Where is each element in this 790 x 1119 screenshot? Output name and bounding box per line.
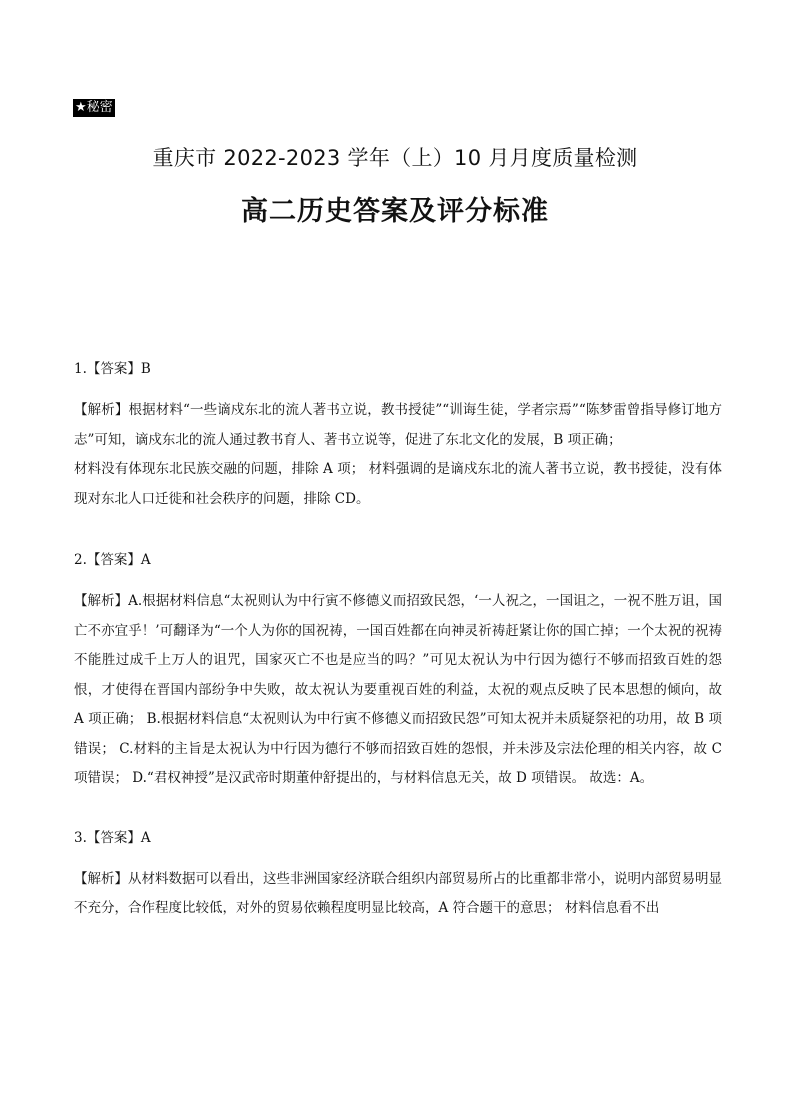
- answer-list: [74, 356, 722, 957]
- answer-line: 2.【答案】A: [74, 552, 151, 568]
- analysis-paragraph: 【解析】从材料数据可以看出，这些非洲国家经济联合组织内部贸易所占的比重都非常小，说明内部贸易明显不充分，合作程度比较低，对外的贸易依赖程度明显比较高，A 符合题干的意思； 材料信息看不出: [74, 870, 722, 916]
- analysis-paragraph: 【解析】A.根据材料信息“太祝则认为中行寅不修德义而招致民怨，‘一人祝之，一国诅之，一祝不胜万诅，国亡不亦宜乎！’可翻译为“一个人为你的国祝祷，一国百姓都在向神灵祈祷赶紧让你的国亡掉；一个太祝的祝祷不能胜过成千上万人的诅咒，国家灭亡不也是应当的吗？”可见太祝认为中行因为德行不够而招致百姓的怨恨，才使得在晋国内部纷争中失败，故太祝认为要重视百姓的利益，太祝的观点反映了民本思想的倾向，故 A 项正确； B.根据材料信息“太祝则认为中行寅不修德义而招致民怨”可知太祝并未质疑祭祀的功用，故 B 项错误； C.材料的主旨是太祝认为中行因为德行不够而招致百姓的怨恨，并未涉及宗法伦理的相关内容，故 C 项错误； D.“君权神授”是汉武帝时期董仲舒提出的，与材料信息无关，故 D 项错误。 故选：A。: [74, 593, 722, 786]
- answer-item-3: [74, 825, 722, 924]
- answer-item-1: [74, 356, 722, 514]
- analysis-text: [74, 396, 722, 514]
- document-title: 高二历史答案及评分标准: [241, 196, 549, 227]
- analysis-paragraph: 材料没有体现东北民族交融的问题，排除 A 项； 材料强调的是谪戍东北的流人著书立说，教书授徒，没有体现对东北人口迁徙和社会秩序的问题，排除 CD。: [74, 461, 722, 507]
- analysis-text: [74, 587, 722, 794]
- analysis-paragraph: 【解析】根据材料“一些谪戍东北的流人著书立说，教书授徒”“训诲生徒，学者宗焉”“陈梦雷曾指导修订地方志”可知，谪戍东北的流人通过教书育人、著书立说等，促进了东北文化的发展，B 项正确；: [74, 402, 722, 448]
- secret-tag: ★秘密: [75, 100, 113, 115]
- analysis-text: [74, 865, 722, 924]
- exam-title: 重庆市 2022-2023 学年（上）10 月月度质量检测: [152, 146, 638, 170]
- answer-line: 3.【答案】A: [74, 829, 151, 846]
- answer-line: 1.【答案】B: [74, 361, 151, 377]
- answer-item-2: [74, 547, 722, 794]
